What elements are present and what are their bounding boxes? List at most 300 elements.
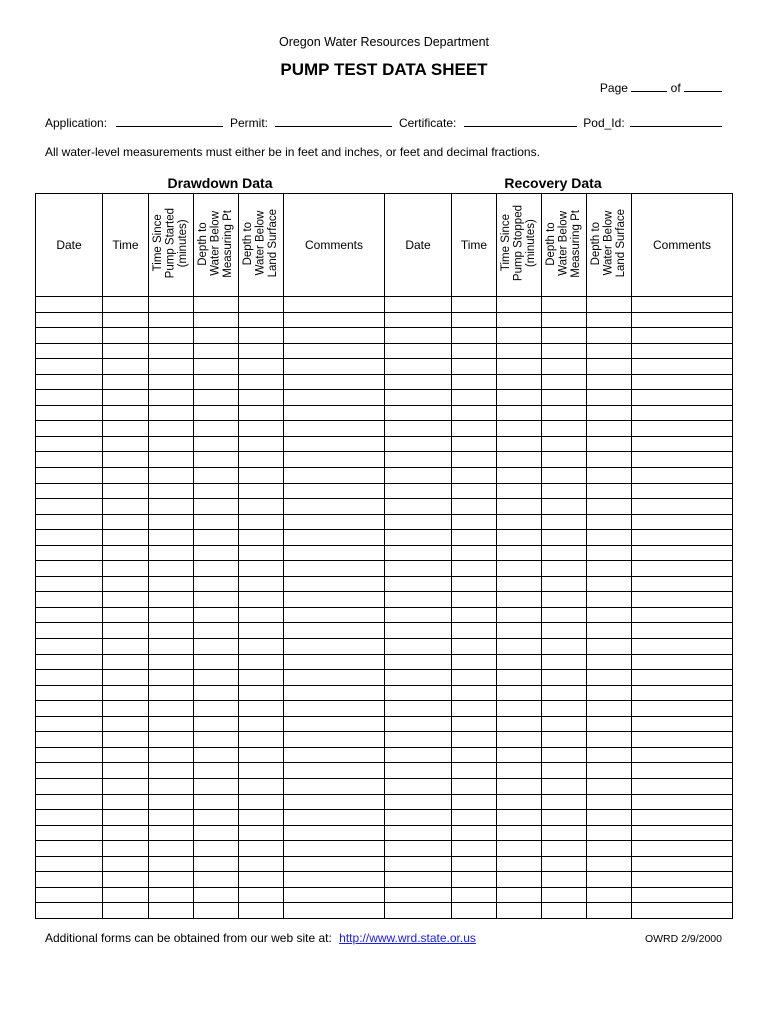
drawdown-time-cell[interactable] (103, 794, 149, 810)
drawdown-depth-mp-cell[interactable] (194, 499, 239, 515)
recovery-date-cell[interactable] (385, 592, 452, 608)
recovery-depth-mp-cell[interactable] (542, 592, 587, 608)
recovery-comments-cell[interactable] (632, 716, 733, 732)
drawdown-time-since-cell[interactable] (149, 825, 194, 841)
drawdown-time-cell[interactable] (103, 421, 149, 437)
recovery-depth-mp-cell[interactable] (542, 872, 587, 888)
drawdown-depth-mp-cell[interactable] (194, 903, 239, 919)
drawdown-date-cell[interactable] (36, 623, 103, 639)
recovery-depth-mp-cell[interactable] (542, 794, 587, 810)
recovery-date-cell[interactable] (385, 872, 452, 888)
recovery-date-cell[interactable] (385, 654, 452, 670)
drawdown-depth-ls-cell[interactable] (239, 841, 284, 857)
recovery-date-cell[interactable] (385, 530, 452, 546)
recovery-depth-mp-cell[interactable] (542, 312, 587, 328)
recovery-time-since-cell[interactable] (497, 607, 542, 623)
recovery-depth-mp-cell[interactable] (542, 576, 587, 592)
drawdown-comments-cell[interactable] (284, 297, 385, 313)
drawdown-depth-ls-cell[interactable] (239, 825, 284, 841)
recovery-time-cell[interactable] (452, 561, 497, 577)
recovery-time-cell[interactable] (452, 421, 497, 437)
drawdown-time-cell[interactable] (103, 452, 149, 468)
drawdown-depth-ls-cell[interactable] (239, 592, 284, 608)
drawdown-depth-ls-cell[interactable] (239, 390, 284, 406)
drawdown-time-cell[interactable] (103, 374, 149, 390)
recovery-depth-ls-cell[interactable] (587, 841, 632, 857)
page-total-blank[interactable] (684, 80, 722, 92)
drawdown-time-cell[interactable] (103, 778, 149, 794)
drawdown-time-since-cell[interactable] (149, 887, 194, 903)
recovery-depth-ls-cell[interactable] (587, 701, 632, 717)
drawdown-comments-cell[interactable] (284, 778, 385, 794)
recovery-depth-ls-cell[interactable] (587, 716, 632, 732)
recovery-time-since-cell[interactable] (497, 312, 542, 328)
recovery-depth-mp-cell[interactable] (542, 436, 587, 452)
drawdown-time-since-cell[interactable] (149, 499, 194, 515)
drawdown-depth-mp-cell[interactable] (194, 747, 239, 763)
recovery-depth-mp-cell[interactable] (542, 856, 587, 872)
recovery-time-cell[interactable] (452, 903, 497, 919)
recovery-depth-ls-cell[interactable] (587, 545, 632, 561)
drawdown-comments-cell[interactable] (284, 825, 385, 841)
drawdown-depth-ls-cell[interactable] (239, 716, 284, 732)
drawdown-comments-cell[interactable] (284, 452, 385, 468)
recovery-date-cell[interactable] (385, 825, 452, 841)
recovery-depth-ls-cell[interactable] (587, 639, 632, 655)
recovery-time-since-cell[interactable] (497, 841, 542, 857)
recovery-time-cell[interactable] (452, 592, 497, 608)
recovery-time-cell[interactable] (452, 794, 497, 810)
recovery-comments-cell[interactable] (632, 421, 733, 437)
recovery-depth-ls-cell[interactable] (587, 452, 632, 468)
drawdown-depth-ls-cell[interactable] (239, 359, 284, 375)
drawdown-date-cell[interactable] (36, 452, 103, 468)
drawdown-depth-mp-cell[interactable] (194, 545, 239, 561)
recovery-date-cell[interactable] (385, 576, 452, 592)
recovery-comments-cell[interactable] (632, 607, 733, 623)
recovery-date-cell[interactable] (385, 452, 452, 468)
recovery-depth-mp-cell[interactable] (542, 747, 587, 763)
recovery-comments-cell[interactable] (632, 405, 733, 421)
recovery-time-since-cell[interactable] (497, 747, 542, 763)
recovery-comments-cell[interactable] (632, 778, 733, 794)
recovery-time-cell[interactable] (452, 483, 497, 499)
recovery-depth-mp-cell[interactable] (542, 359, 587, 375)
drawdown-time-since-cell[interactable] (149, 343, 194, 359)
drawdown-depth-ls-cell[interactable] (239, 343, 284, 359)
recovery-time-cell[interactable] (452, 452, 497, 468)
recovery-depth-mp-cell[interactable] (542, 374, 587, 390)
drawdown-time-since-cell[interactable] (149, 716, 194, 732)
drawdown-depth-mp-cell[interactable] (194, 468, 239, 484)
recovery-time-since-cell[interactable] (497, 514, 542, 530)
drawdown-time-cell[interactable] (103, 701, 149, 717)
drawdown-time-since-cell[interactable] (149, 545, 194, 561)
drawdown-comments-cell[interactable] (284, 903, 385, 919)
recovery-depth-mp-cell[interactable] (542, 343, 587, 359)
recovery-time-since-cell[interactable] (497, 405, 542, 421)
recovery-depth-mp-cell[interactable] (542, 825, 587, 841)
drawdown-date-cell[interactable] (36, 545, 103, 561)
recovery-comments-cell[interactable] (632, 654, 733, 670)
drawdown-comments-cell[interactable] (284, 359, 385, 375)
drawdown-depth-ls-cell[interactable] (239, 468, 284, 484)
drawdown-depth-ls-cell[interactable] (239, 763, 284, 779)
drawdown-time-cell[interactable] (103, 343, 149, 359)
recovery-time-cell[interactable] (452, 343, 497, 359)
drawdown-time-cell[interactable] (103, 514, 149, 530)
drawdown-depth-mp-cell[interactable] (194, 390, 239, 406)
recovery-depth-ls-cell[interactable] (587, 530, 632, 546)
drawdown-depth-mp-cell[interactable] (194, 297, 239, 313)
drawdown-depth-ls-cell[interactable] (239, 421, 284, 437)
drawdown-time-cell[interactable] (103, 468, 149, 484)
recovery-depth-ls-cell[interactable] (587, 763, 632, 779)
recovery-date-cell[interactable] (385, 887, 452, 903)
drawdown-depth-ls-cell[interactable] (239, 452, 284, 468)
drawdown-time-since-cell[interactable] (149, 530, 194, 546)
drawdown-date-cell[interactable] (36, 763, 103, 779)
drawdown-depth-ls-cell[interactable] (239, 623, 284, 639)
recovery-comments-cell[interactable] (632, 763, 733, 779)
drawdown-date-cell[interactable] (36, 374, 103, 390)
page-number-blank[interactable] (631, 80, 667, 92)
drawdown-depth-ls-cell[interactable] (239, 530, 284, 546)
recovery-depth-ls-cell[interactable] (587, 872, 632, 888)
recovery-depth-mp-cell[interactable] (542, 328, 587, 344)
recovery-time-since-cell[interactable] (497, 468, 542, 484)
recovery-date-cell[interactable] (385, 312, 452, 328)
drawdown-depth-ls-cell[interactable] (239, 607, 284, 623)
drawdown-depth-mp-cell[interactable] (194, 794, 239, 810)
drawdown-depth-mp-cell[interactable] (194, 561, 239, 577)
drawdown-comments-cell[interactable] (284, 576, 385, 592)
recovery-depth-ls-cell[interactable] (587, 514, 632, 530)
drawdown-date-cell[interactable] (36, 514, 103, 530)
drawdown-date-cell[interactable] (36, 607, 103, 623)
recovery-time-since-cell[interactable] (497, 825, 542, 841)
drawdown-comments-cell[interactable] (284, 545, 385, 561)
drawdown-time-cell[interactable] (103, 483, 149, 499)
drawdown-depth-ls-cell[interactable] (239, 670, 284, 686)
drawdown-depth-mp-cell[interactable] (194, 359, 239, 375)
drawdown-time-cell[interactable] (103, 716, 149, 732)
recovery-depth-ls-cell[interactable] (587, 468, 632, 484)
drawdown-time-cell[interactable] (103, 530, 149, 546)
drawdown-time-cell[interactable] (103, 390, 149, 406)
recovery-depth-ls-cell[interactable] (587, 436, 632, 452)
recovery-depth-mp-cell[interactable] (542, 421, 587, 437)
recovery-time-since-cell[interactable] (497, 732, 542, 748)
drawdown-depth-ls-cell[interactable] (239, 856, 284, 872)
drawdown-depth-mp-cell[interactable] (194, 732, 239, 748)
drawdown-date-cell[interactable] (36, 576, 103, 592)
drawdown-depth-ls-cell[interactable] (239, 561, 284, 577)
drawdown-time-cell[interactable] (103, 887, 149, 903)
drawdown-depth-mp-cell[interactable] (194, 887, 239, 903)
recovery-depth-ls-cell[interactable] (587, 592, 632, 608)
drawdown-time-since-cell[interactable] (149, 514, 194, 530)
drawdown-time-since-cell[interactable] (149, 468, 194, 484)
recovery-time-cell[interactable] (452, 405, 497, 421)
drawdown-time-cell[interactable] (103, 297, 149, 313)
drawdown-depth-ls-cell[interactable] (239, 297, 284, 313)
recovery-depth-ls-cell[interactable] (587, 297, 632, 313)
drawdown-date-cell[interactable] (36, 825, 103, 841)
recovery-time-since-cell[interactable] (497, 328, 542, 344)
recovery-date-cell[interactable] (385, 468, 452, 484)
drawdown-time-since-cell[interactable] (149, 390, 194, 406)
drawdown-depth-ls-cell[interactable] (239, 374, 284, 390)
recovery-time-since-cell[interactable] (497, 359, 542, 375)
recovery-comments-cell[interactable] (632, 452, 733, 468)
drawdown-date-cell[interactable] (36, 312, 103, 328)
drawdown-time-since-cell[interactable] (149, 483, 194, 499)
drawdown-depth-ls-cell[interactable] (239, 312, 284, 328)
recovery-time-cell[interactable] (452, 297, 497, 313)
drawdown-comments-cell[interactable] (284, 514, 385, 530)
recovery-comments-cell[interactable] (632, 747, 733, 763)
drawdown-time-cell[interactable] (103, 856, 149, 872)
recovery-time-since-cell[interactable] (497, 778, 542, 794)
drawdown-depth-mp-cell[interactable] (194, 483, 239, 499)
recovery-time-since-cell[interactable] (497, 654, 542, 670)
drawdown-depth-ls-cell[interactable] (239, 405, 284, 421)
drawdown-time-cell[interactable] (103, 763, 149, 779)
recovery-time-since-cell[interactable] (497, 530, 542, 546)
recovery-comments-cell[interactable] (632, 903, 733, 919)
recovery-time-since-cell[interactable] (497, 390, 542, 406)
drawdown-time-cell[interactable] (103, 359, 149, 375)
drawdown-depth-ls-cell[interactable] (239, 436, 284, 452)
drawdown-comments-cell[interactable] (284, 607, 385, 623)
recovery-depth-mp-cell[interactable] (542, 530, 587, 546)
drawdown-time-cell[interactable] (103, 436, 149, 452)
recovery-depth-mp-cell[interactable] (542, 545, 587, 561)
drawdown-depth-ls-cell[interactable] (239, 903, 284, 919)
recovery-time-since-cell[interactable] (497, 701, 542, 717)
recovery-date-cell[interactable] (385, 903, 452, 919)
drawdown-comments-cell[interactable] (284, 561, 385, 577)
drawdown-comments-cell[interactable] (284, 670, 385, 686)
recovery-depth-ls-cell[interactable] (587, 856, 632, 872)
recovery-depth-mp-cell[interactable] (542, 654, 587, 670)
recovery-depth-mp-cell[interactable] (542, 483, 587, 499)
drawdown-time-since-cell[interactable] (149, 778, 194, 794)
drawdown-depth-mp-cell[interactable] (194, 328, 239, 344)
drawdown-time-since-cell[interactable] (149, 623, 194, 639)
recovery-depth-ls-cell[interactable] (587, 483, 632, 499)
drawdown-comments-cell[interactable] (284, 483, 385, 499)
drawdown-time-cell[interactable] (103, 903, 149, 919)
drawdown-comments-cell[interactable] (284, 856, 385, 872)
recovery-time-cell[interactable] (452, 374, 497, 390)
recovery-time-cell[interactable] (452, 468, 497, 484)
drawdown-depth-mp-cell[interactable] (194, 701, 239, 717)
drawdown-date-cell[interactable] (36, 390, 103, 406)
drawdown-depth-mp-cell[interactable] (194, 592, 239, 608)
recovery-time-since-cell[interactable] (497, 685, 542, 701)
drawdown-date-cell[interactable] (36, 297, 103, 313)
drawdown-date-cell[interactable] (36, 701, 103, 717)
recovery-time-since-cell[interactable] (497, 561, 542, 577)
drawdown-date-cell[interactable] (36, 421, 103, 437)
recovery-time-cell[interactable] (452, 654, 497, 670)
recovery-time-cell[interactable] (452, 623, 497, 639)
drawdown-time-since-cell[interactable] (149, 592, 194, 608)
recovery-comments-cell[interactable] (632, 887, 733, 903)
drawdown-time-since-cell[interactable] (149, 841, 194, 857)
drawdown-depth-mp-cell[interactable] (194, 576, 239, 592)
recovery-depth-ls-cell[interactable] (587, 328, 632, 344)
drawdown-depth-ls-cell[interactable] (239, 887, 284, 903)
recovery-depth-ls-cell[interactable] (587, 747, 632, 763)
recovery-date-cell[interactable] (385, 856, 452, 872)
drawdown-time-since-cell[interactable] (149, 810, 194, 826)
drawdown-time-since-cell[interactable] (149, 763, 194, 779)
recovery-comments-cell[interactable] (632, 468, 733, 484)
recovery-date-cell[interactable] (385, 328, 452, 344)
drawdown-depth-ls-cell[interactable] (239, 514, 284, 530)
recovery-time-since-cell[interactable] (497, 499, 542, 515)
drawdown-comments-cell[interactable] (284, 747, 385, 763)
drawdown-date-cell[interactable] (36, 654, 103, 670)
recovery-time-cell[interactable] (452, 841, 497, 857)
recovery-time-cell[interactable] (452, 763, 497, 779)
recovery-time-cell[interactable] (452, 685, 497, 701)
drawdown-date-cell[interactable] (36, 810, 103, 826)
recovery-date-cell[interactable] (385, 499, 452, 515)
permit-blank[interactable] (275, 115, 392, 127)
drawdown-comments-cell[interactable] (284, 436, 385, 452)
recovery-time-since-cell[interactable] (497, 343, 542, 359)
drawdown-time-since-cell[interactable] (149, 328, 194, 344)
recovery-date-cell[interactable] (385, 685, 452, 701)
drawdown-time-since-cell[interactable] (149, 436, 194, 452)
drawdown-comments-cell[interactable] (284, 841, 385, 857)
recovery-time-since-cell[interactable] (497, 639, 542, 655)
recovery-date-cell[interactable] (385, 359, 452, 375)
drawdown-time-since-cell[interactable] (149, 576, 194, 592)
drawdown-depth-mp-cell[interactable] (194, 670, 239, 686)
drawdown-time-since-cell[interactable] (149, 607, 194, 623)
drawdown-depth-ls-cell[interactable] (239, 747, 284, 763)
drawdown-depth-ls-cell[interactable] (239, 778, 284, 794)
drawdown-date-cell[interactable] (36, 841, 103, 857)
recovery-depth-mp-cell[interactable] (542, 732, 587, 748)
drawdown-comments-cell[interactable] (284, 421, 385, 437)
recovery-time-since-cell[interactable] (497, 483, 542, 499)
drawdown-time-cell[interactable] (103, 825, 149, 841)
recovery-comments-cell[interactable] (632, 390, 733, 406)
drawdown-time-since-cell[interactable] (149, 405, 194, 421)
drawdown-time-cell[interactable] (103, 328, 149, 344)
recovery-comments-cell[interactable] (632, 545, 733, 561)
recovery-time-since-cell[interactable] (497, 545, 542, 561)
recovery-comments-cell[interactable] (632, 732, 733, 748)
recovery-date-cell[interactable] (385, 343, 452, 359)
recovery-comments-cell[interactable] (632, 872, 733, 888)
drawdown-time-cell[interactable] (103, 607, 149, 623)
drawdown-comments-cell[interactable] (284, 530, 385, 546)
drawdown-date-cell[interactable] (36, 405, 103, 421)
drawdown-time-cell[interactable] (103, 841, 149, 857)
recovery-date-cell[interactable] (385, 374, 452, 390)
recovery-depth-ls-cell[interactable] (587, 607, 632, 623)
drawdown-depth-ls-cell[interactable] (239, 639, 284, 655)
drawdown-comments-cell[interactable] (284, 390, 385, 406)
recovery-comments-cell[interactable] (632, 841, 733, 857)
recovery-comments-cell[interactable] (632, 639, 733, 655)
drawdown-depth-mp-cell[interactable] (194, 607, 239, 623)
recovery-depth-ls-cell[interactable] (587, 312, 632, 328)
recovery-time-cell[interactable] (452, 312, 497, 328)
recovery-time-cell[interactable] (452, 810, 497, 826)
drawdown-date-cell[interactable] (36, 670, 103, 686)
recovery-depth-ls-cell[interactable] (587, 405, 632, 421)
recovery-comments-cell[interactable] (632, 701, 733, 717)
recovery-date-cell[interactable] (385, 623, 452, 639)
recovery-date-cell[interactable] (385, 670, 452, 686)
drawdown-comments-cell[interactable] (284, 887, 385, 903)
drawdown-time-cell[interactable] (103, 405, 149, 421)
drawdown-time-cell[interactable] (103, 499, 149, 515)
drawdown-time-since-cell[interactable] (149, 872, 194, 888)
drawdown-depth-mp-cell[interactable] (194, 654, 239, 670)
recovery-comments-cell[interactable] (632, 623, 733, 639)
drawdown-time-since-cell[interactable] (149, 732, 194, 748)
recovery-depth-ls-cell[interactable] (587, 825, 632, 841)
drawdown-depth-ls-cell[interactable] (239, 328, 284, 344)
recovery-time-cell[interactable] (452, 639, 497, 655)
recovery-time-cell[interactable] (452, 887, 497, 903)
drawdown-time-since-cell[interactable] (149, 374, 194, 390)
recovery-depth-ls-cell[interactable] (587, 390, 632, 406)
drawdown-comments-cell[interactable] (284, 623, 385, 639)
drawdown-comments-cell[interactable] (284, 716, 385, 732)
drawdown-time-cell[interactable] (103, 576, 149, 592)
drawdown-time-cell[interactable] (103, 545, 149, 561)
recovery-depth-ls-cell[interactable] (587, 499, 632, 515)
recovery-date-cell[interactable] (385, 701, 452, 717)
drawdown-depth-mp-cell[interactable] (194, 872, 239, 888)
drawdown-depth-mp-cell[interactable] (194, 452, 239, 468)
drawdown-time-cell[interactable] (103, 639, 149, 655)
recovery-time-cell[interactable] (452, 328, 497, 344)
recovery-depth-ls-cell[interactable] (587, 374, 632, 390)
drawdown-depth-ls-cell[interactable] (239, 872, 284, 888)
recovery-time-cell[interactable] (452, 607, 497, 623)
recovery-depth-mp-cell[interactable] (542, 514, 587, 530)
recovery-date-cell[interactable] (385, 514, 452, 530)
drawdown-depth-ls-cell[interactable] (239, 483, 284, 499)
drawdown-time-cell[interactable] (103, 810, 149, 826)
recovery-comments-cell[interactable] (632, 297, 733, 313)
recovery-time-since-cell[interactable] (497, 623, 542, 639)
recovery-time-cell[interactable] (452, 530, 497, 546)
drawdown-time-since-cell[interactable] (149, 747, 194, 763)
drawdown-comments-cell[interactable] (284, 328, 385, 344)
drawdown-comments-cell[interactable] (284, 343, 385, 359)
drawdown-time-since-cell[interactable] (149, 561, 194, 577)
recovery-depth-ls-cell[interactable] (587, 343, 632, 359)
recovery-depth-mp-cell[interactable] (542, 685, 587, 701)
recovery-time-cell[interactable] (452, 701, 497, 717)
website-link[interactable]: http://www.wrd.state.or.us (339, 931, 476, 945)
recovery-date-cell[interactable] (385, 778, 452, 794)
recovery-time-cell[interactable] (452, 778, 497, 794)
drawdown-date-cell[interactable] (36, 794, 103, 810)
